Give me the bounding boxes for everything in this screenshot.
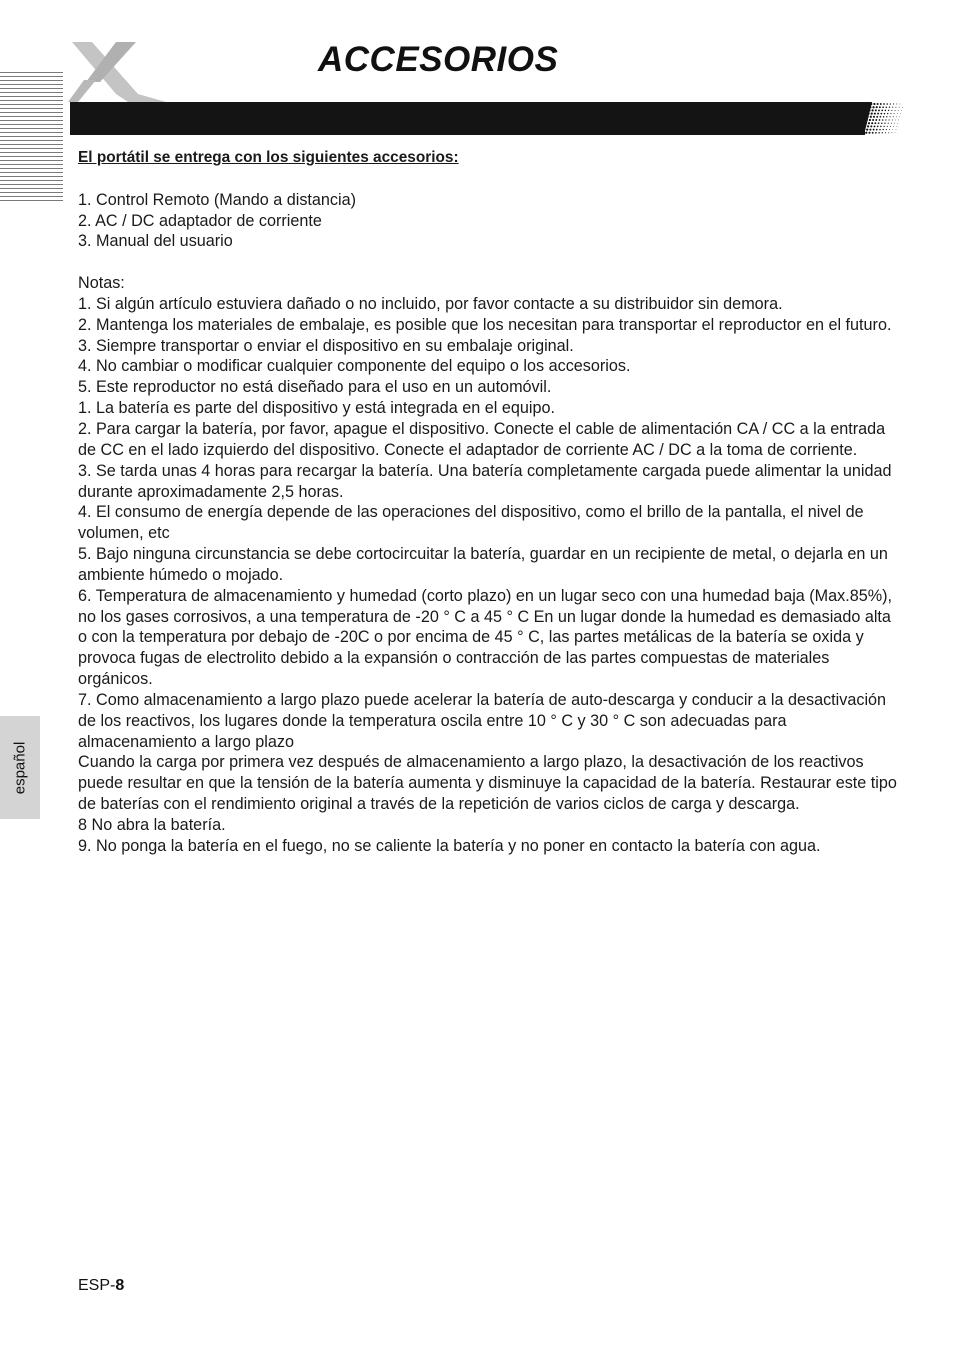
list-item: 2. AC / DC adaptador de corriente (78, 211, 322, 230)
header-bar (70, 102, 865, 135)
note-item: 4. No cambiar o modificar cualquier componente del equipo o los accesorios. (78, 357, 631, 376)
accessories-intro: El portátil se entrega con los siguientes accesorios: (78, 149, 459, 166)
note-item: 9. No ponga la batería en el fuego, no se caliente la batería y no poner en contacto la batería con agua. (78, 836, 821, 855)
note-item: 1. La batería es parte del dispositivo y está integrada en el equipo. (78, 399, 555, 418)
accessories-list (78, 190, 898, 253)
list-item: 1. Control Remoto (Mando a distancia) (78, 190, 357, 209)
note-item: 3. Se tarda unas 4 horas para recargar la batería. Una batería completamente cargada puede alimentar la unidad durante aproximadamente 2,5 horas. (78, 461, 892, 501)
page-prefix: ESP- (78, 1277, 116, 1294)
halftone-pattern-icon (858, 102, 904, 135)
notes-list (78, 294, 898, 857)
note-item: 7. Como almacenamiento a largo plazo puede acelerar la batería de auto-descarga y conducir a la desactivación de los reactivos, los lugares donde la temperatura oscila entre 10 ° C y 30 ° C son adecuadas para almacenamiento a largo plazo (78, 690, 887, 751)
note-item: 2. Mantenga los materiales de embalaje, es posible que los necesitan para transportar el reproductor en el futuro. (78, 315, 892, 334)
note-item: Cuando la carga por primera vez después de almacenamiento a largo plazo, la desactivación de los reactivos puede resultar en que la tensión de la batería aumenta y disminuye la capacidad de la batería. Restaurar este tipo de baterías con el rendimiento original a través de la repetición de varios ciclos de carga y descarga. (78, 753, 897, 814)
note-item: 6. Temperatura de almacenamiento y humedad (corto plazo) en un lugar seco con una humedad baja (Max.85%), no los gases corrosivos, a una temperatura de -20 ° C a 45 ° C En un lugar donde la humedad es demasiado alta o con la temperatura por debajo de -20C o por encima de 45 ° C, las partes metálicas de la batería se oxida y provoca fugas de electrolito debido a la expansión o contracción de las partes compuestas de materiales orgánicos. (78, 586, 893, 689)
list-item: 3. Manual del usuario (78, 232, 233, 251)
note-item: 3. Siempre transportar o enviar el dispositivo en su embalaje original. (78, 336, 574, 355)
note-item: 5. Bajo ninguna circunstancia se debe cortocircuitar la batería, guardar en un recipiente de metal, o dejarla en un ambiente húmedo o mojado. (78, 545, 888, 584)
notes-heading: Notas: (78, 274, 125, 293)
document-body (78, 148, 898, 857)
page-title: ACCESORIOS (318, 40, 559, 79)
brand-x-logo-icon (66, 36, 170, 106)
decorative-side-stripes (0, 72, 63, 204)
note-item: 2. Para cargar la batería, por favor, apague el dispositivo. Conecte el cable de alimentación CA / CC a la entrada de CC en el lado izquierdo del dispositivo. Conecte el adaptador de corriente AC / DC a la toma de corriente. (78, 419, 886, 459)
spacer (78, 252, 898, 273)
page-footer (78, 1277, 124, 1295)
language-side-tab (0, 716, 40, 819)
note-item: 8 No abra la batería. (78, 816, 226, 834)
note-item: 5. Este reproductor no está diseñado para el uso en un automóvil. (78, 378, 552, 397)
language-label: español (11, 741, 29, 794)
page-number: 8 (115, 1277, 125, 1294)
spacer (78, 169, 898, 190)
note-item: 1. Si algún artículo estuviera dañado o no incluido, por favor contacte a su distribuidor sin demora. (78, 294, 783, 313)
note-item: 4. El consumo de energía depende de las operaciones del dispositivo, como el brillo de la pantalla, el nivel de volumen, etc (78, 503, 864, 543)
